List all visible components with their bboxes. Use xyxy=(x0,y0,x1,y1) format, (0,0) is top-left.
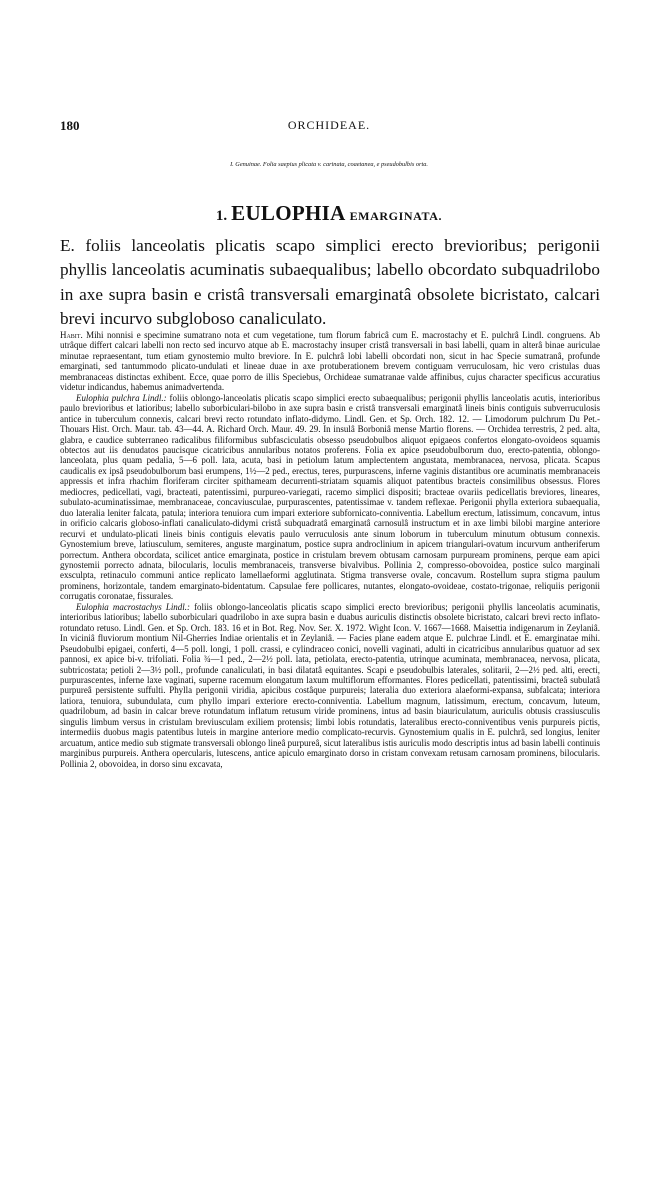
species-title xyxy=(0,201,658,226)
species-genus: EULOPHIA xyxy=(231,201,346,225)
paragraph-text: Mihi nonnisi e specimine sumatrano nota et cum vegetatione, tum florum fabricâ cum E. macrostachy et E. pulchrâ Lindl. congruens. Ab utrâque differt calcari labelli non recto sed incurvo atque ab E. macrostachy insuper cristâ transversali in basi labelli, quam in alterâ binae auriculae minutae repraesentant, tum etiam gynostemio multo breviore. In E. pulchrâ lobi labelli obcordati non, sicut in hac Specie sumatranâ, profunde emarginati, sed tantummodo plicato-undulati et lineae duae in axe protuberationem brevem contiguam verruculosam, hic vero cristulas duas membranaceas distinctas exhibent. Ecce, quae porro de illis Speciebus, Orchideae sumatranae valde affinibus, cujus character specificus accuratius videtur indicandus, habemus animadvertenda. xyxy=(60,330,600,393)
paragraph-text: foliis oblongo-lanceolatis plicatis scapo simplici erecto subaequalibus; perigonii phyllis lanceolatis acutis, interioribus paulo brevioribus et latioribus; labello suborbiculari-bilobo in axe supra basin e cristâ transversali emarginatâ lineis binis contiguis subverruculosis antice in tuberculum connexis, calcari brevi recto rotundato inflato-didymo. Lindl. Gen. et Sp. Orch. 182. 12. — Limodorum pulchrum Du Pet.-Thouars Hist. Orch. Maur. tab. 43—44. A. Richard Orch. Maur. 49. 29. In insulâ Borboniâ mense Martio florens. — Orchidea terrestris, 2 ped. alta, glabra, e caudice subterraneo radicalibus filiformibus subfasciculatis obsesso pseudobulbos aliquot epigaeos confertos elongato-ovoideos squamis obtectos aut iis denudatos paucisque cicatricibus annularibus notatos proferens. Folia ex apice pseudobulborum duo, erecto-patentia, oblongo-lanceolata, plus quam pedalia, 5—6 poll. lata, acuta, basi in petiolum latum amplectentem angustata, membranacea, nervosa, plicata. Scapus caudicalis ex ipsâ pseudobulborum basi erumpens, 1½—2 ped., erectus, teres, purpurascens, inferne vaginis distantibus ore acuminatis membranaceis appressis et infra rhachim floriferam circiter spithameam decurrenti-striatam squamis aliquot patentibus bracteis consimilibus obsessus. Flores mediocres, pedicellati, vagi, bracteati, patentissimi, purpureo-variegati, racemo simplici dispositi; bracteae ovariis pedicellatis breviores, lineares, subulato-acuminatissimae, membranaceae, concaviusculae, purpurascentes, patentissimae v. tandem reflexae. Perigonii phylla exteriora subaequalia, duo lateralia leniter falcata, patula; interiora tenuiora cum impari exteriore subfornicato-conniventia. Labellum erectum, latissimum, concavum, intus in orificio calcaris globoso-inflati canaliculato-didymi cristâ subquadratâ emarginatâ carnosulâ instructum et in axe limbi bilobi margine anteriore recurvi et undulato-plicati lineis binis contiguis elevatis paulo verruculosis ante sinum loborum in tuberculum minutum obtusum connexis. Gynostemium breve, latiusculum, semiteres, anguste marginatum, postice supra androclinium in apicem triangulari-ovatum incurvum antheriferum porrectum. Anthera obcordata, scilicet antice emarginata, postice in cristulam brevem obtusam carnosam purpuream prominens, perque eam apici gynostemii porrecto adnata, bilocularis, loculis membranaceis, transverse bivalvibus. Pollinia 2, compresso-obovoidea, postice sulco marginali exsculpta, retinaculo communi antice replicato lamellaeformi agglutinata. Stigma transverse ovale, concavum. Rostellum supra stigma paulum prominens, horizontale, tandem emarginato-bidentatum. Capsulae fere pollicares, nutantes, elongato-ovoideae, costato-trigonae, reliquiis perigonii corrugatis coronatae, fissurales. xyxy=(60,392,600,602)
page-number: 180 xyxy=(60,118,80,133)
paragraph-lead: Eulophia macrostachys Lindl.: xyxy=(76,601,190,612)
paragraph-eulophia-pulchra xyxy=(60,393,600,602)
running-head: ORCHIDEAE. xyxy=(287,118,371,132)
diagnosis: E. foliis lanceolatis plicatis scapo simplici erecto brevioribus; perigonii phyllis lanceolatis acuminatis subaequalibus; labello obcordato subquadrilobo in axe supra basin e cristâ transversali emarginatâ obsolete bicristato, calcari brevi incurvo subgloboso canaliculato. xyxy=(60,236,600,329)
group-label: I. Genuinae. Folia saepius plicata v. carinata, coaetanea, e pseudobulbis orta. xyxy=(230,161,428,168)
paragraph-habitus xyxy=(60,330,600,393)
paragraph-text: foliis oblongo-lanceolatis plicatis scapo simplici erecto brevioribus; perigonii phyllis lanceolatis acuminatis, interioribus latioribus; labello suborbiculari quadrilobo in axe supra basin e duabus auriculis distinctis obsolete bicristato, calcari brevi recto inflato-rotundato retuso. Lindl. Gen. et Sp. Orch. 183. 16 et in Bot. Reg. Nov. Ser. X. 1972. Wight Icon. V. 1667—1668. Maisettia indigenarum in Zeylaniâ. In viciniâ fluviorum montium Nil-Gherries Indiae orientalis et in Zeylaniâ. — Facies plane eadem atque E. pulchrae Lindl. et E. emarginatae mihi. Pseudobulbi epigaei, conferti, 4—5 poll. longi, 1 poll. crassi, e cylindraceo conici, novelli vaginati, adulti in cicatricibus annularibus quatuor ad sex pannosi, ex apice bi-v. trifoliati. Folia ¾—1 ped., 2—2½ poll. lata, petiolata, erecto-patentia, utrinque acuminata, membranacea, nervosa, plicata, subtricostata; petioli 2—3½ poll., profunde canaliculati, in basi dilatatâ equitantes. Scapi e pseudobulbis laterales, solitarii, 2—2½ ped. alti, erecti, purpurascentes, inferne laxe vaginati, superne racemum elongatum laxum multiflorum efformantes. Flores pedicellati, patentissimi, bracteâ subulatâ purpureâ persistente suffulti. Phylla perigonii viridia, apicibus costâque purpureis; lateralia duo exteriora alaeformi-expansa, subfalcata; interiora latiora, tenuiora, subundulata, cum phyllo impari exteriore erecto-conniventia. Labellum magnum, latissimum, erectum, concavum, luteum, quadrilobum, ad basin in calcar breve rotundatum inflatum retusum viride prominens, intus ad basin biauriculatum, auriculis obtusis crassiusculis singulis limbum versus in cristulam breviusculam exiliem protensis; limbi lobis rotundatis, lateralibus erecto-conniventibus venis purpureis pictis, intermediis duobus magis patentibus luteis in margine anteriore medio complicato-recurvis. Gynostemium qualis in E. pulchrâ, sed longius, leniter arcuatum, antice medio sub stigmate transversali oblongo lineâ purpureâ, sicut lateralibus istis auriculis modo descriptis intus ad basin labelli continuis marginibus purpureis. Anthera opercularis, lutescens, antice apiculo emarginato dorso in cristam convexam retusam carnosam prominens, bilocularis. Pollinia 2, obovoidea, in dorso sinu excavata, xyxy=(60,601,601,769)
paragraph-lead: Habit. xyxy=(60,330,83,340)
species-epithet: EMARGINATA. xyxy=(349,209,443,223)
paragraph-eulophia-macrostachys xyxy=(60,602,600,769)
body-text xyxy=(60,330,600,769)
paragraph-lead: Eulophia pulchra Lindl.: xyxy=(76,392,167,403)
species-number: 1. xyxy=(215,208,228,224)
